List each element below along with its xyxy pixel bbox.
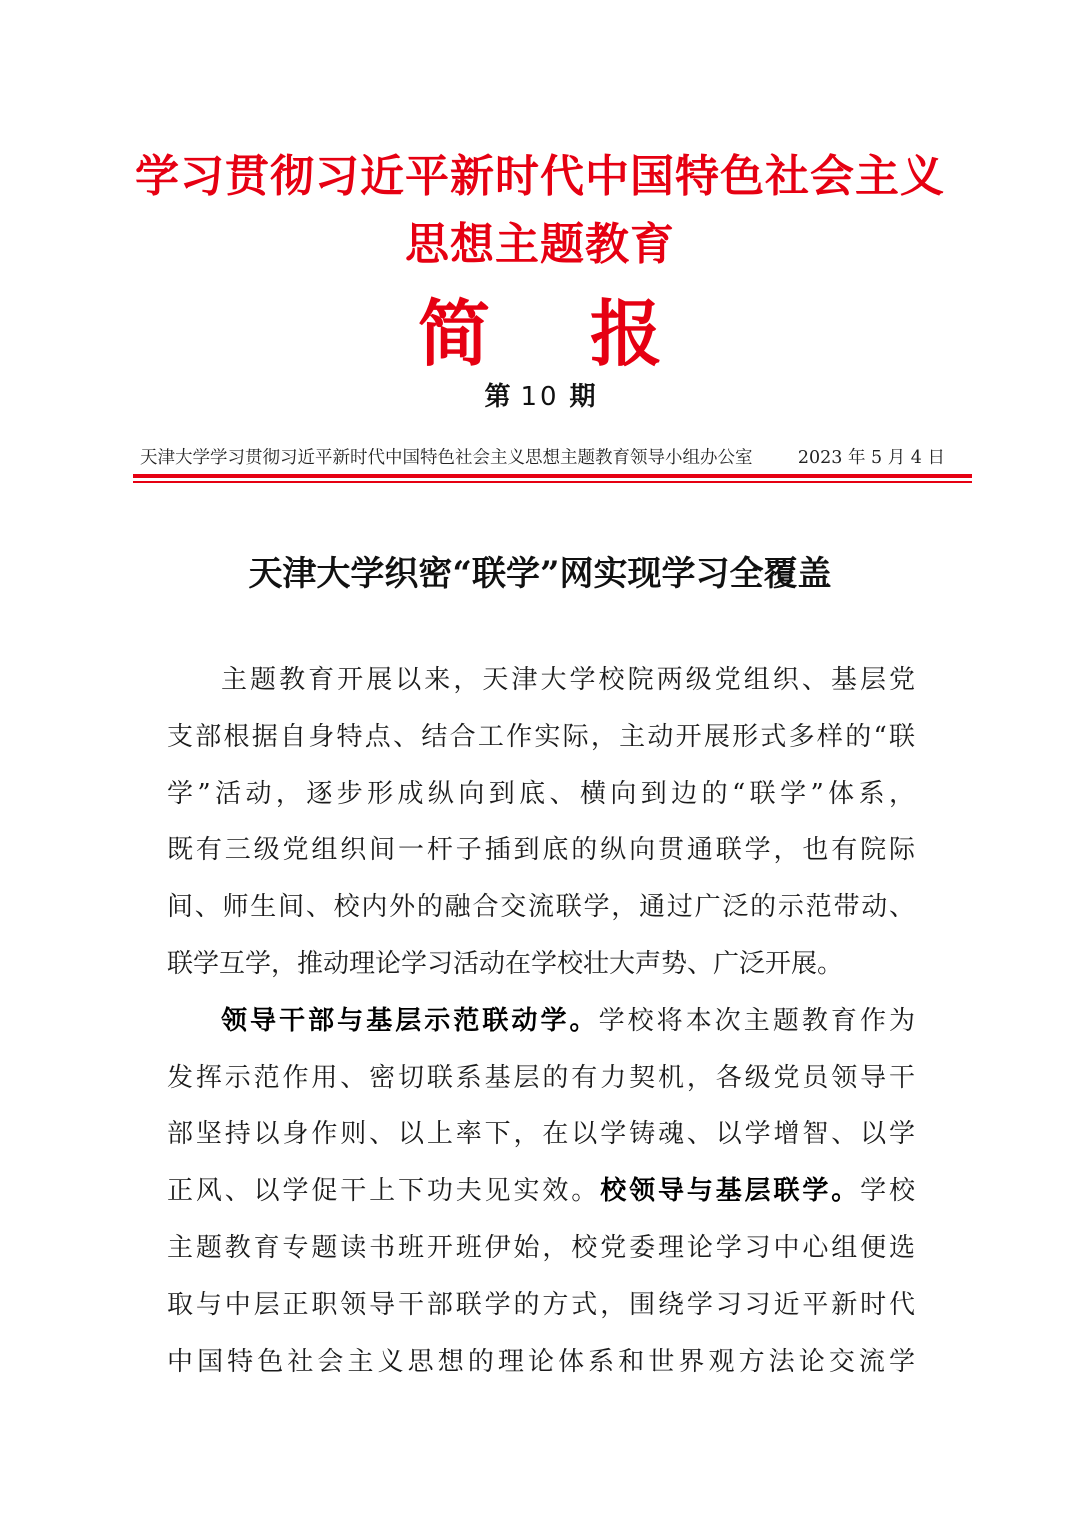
body-line: 中国特色社会主义思想的理论体系和世界观方法论交流学 — [167, 1346, 915, 1377]
body-line: 取与中层正职领导干部联学的方式，围绕学习习近平新时代 — [167, 1289, 915, 1320]
body-line: 领导干部与基层示范联动学。学校将本次主题教育作为 — [221, 1005, 915, 1036]
bulletin-title-line-2: 思想主题教育 — [405, 219, 675, 270]
section-heading: 领导干部与基层示范联动学。 — [221, 1005, 599, 1036]
issuer-line — [140, 444, 945, 469]
issue-date: 2023 年 5 月 4 日 — [797, 448, 945, 468]
article-body — [167, 652, 915, 1390]
paragraph-2 — [167, 993, 915, 1391]
body-line: 主题教育开展以来，天津大学校院两级党组织、基层党 — [221, 665, 915, 695]
red-divider-thin — [133, 481, 972, 483]
section-subheading: 校领导与基层联学。 — [600, 1176, 861, 1207]
body-line: 联学互学，推动理论学习活动在学校壮大声势、广泛开展。 — [167, 948, 844, 979]
red-divider-thick — [133, 474, 972, 478]
body-line: 间、师生间、校内外的融合交流联学，通过广泛的示范带动、 — [167, 892, 915, 923]
paragraph-1 — [167, 652, 915, 993]
briefing-char-1: 简 — [417, 291, 490, 376]
issuer-name: 天津大学学习贯彻习近平新时代中国特色社会主义思想主题教育领导小组办公室 — [140, 448, 753, 468]
body-line: 既有三级党组织间一杆子插到底的纵向贯通联学，也有院际 — [167, 835, 915, 866]
issue-number: 10 — [520, 382, 560, 412]
briefing-heading — [0, 276, 1080, 380]
body-line: 正风、以学促干上下功夫见实效。校领导与基层联学。学校 — [167, 1176, 915, 1207]
issue-number-line — [0, 376, 1080, 413]
body-line: 发挥示范作用、密切联系基层的有力契机，各级党员领导干 — [167, 1062, 915, 1093]
body-line: 部坚持以身作则、以上率下，在以学铸魂、以学增智、以学 — [167, 1119, 915, 1150]
issue-suffix: 期 — [569, 382, 596, 412]
bulletin-title-line-1: 学习贯彻习近平新时代中国特色社会主义 — [135, 151, 945, 202]
issue-prefix: 第 — [484, 382, 511, 412]
body-line: 主题教育专题读书班开班伊始，校党委理论学习中心组便选 — [167, 1232, 915, 1263]
body-line: 支部根据自身特点、结合工作实际，主动开展形式多样的“联 — [167, 721, 915, 752]
article-title: 天津大学织密“联学”网实现学习全覆盖 — [248, 554, 832, 594]
body-line: 学”活动，逐步形成纵向到底、横向到边的“联学”体系， — [167, 778, 915, 809]
briefing-char-2: 报 — [590, 291, 663, 376]
